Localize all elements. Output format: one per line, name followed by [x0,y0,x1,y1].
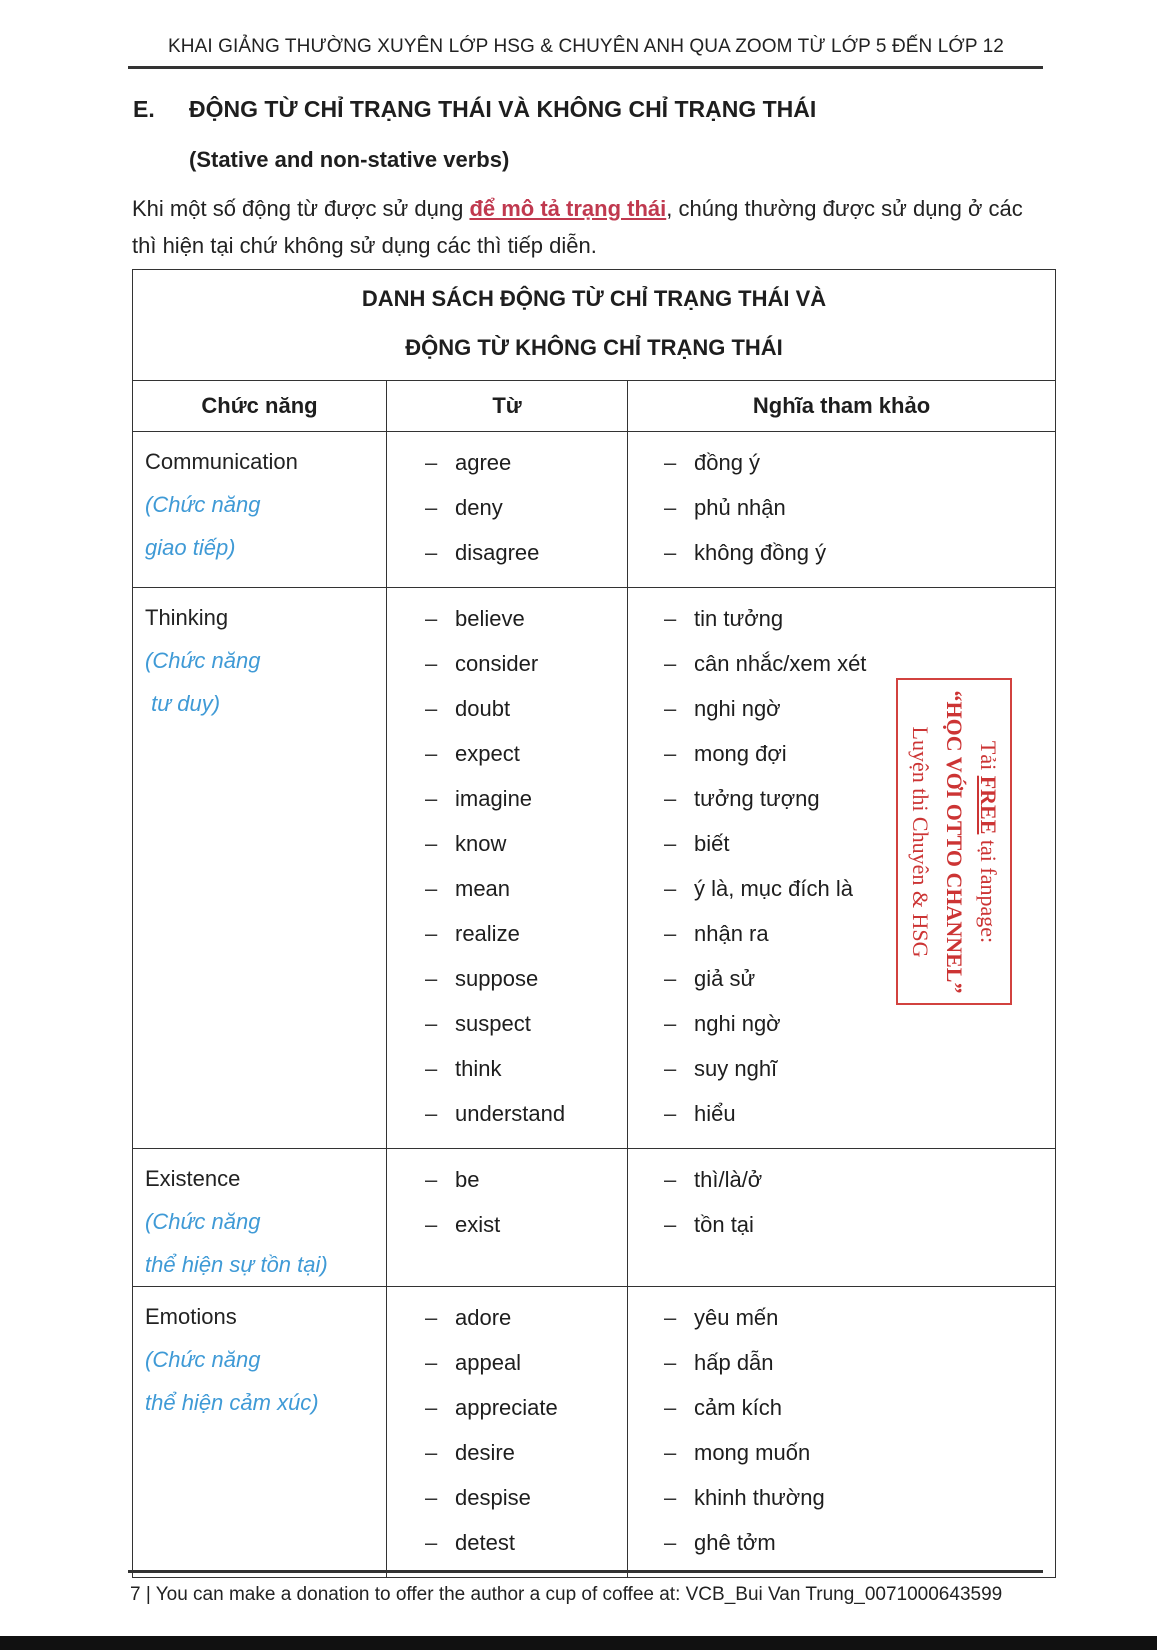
meaning-list-cell [628,432,1056,588]
dash-bullet: – [664,606,677,631]
meaning-list-cell [628,1287,1056,1578]
word-item [425,956,627,1001]
word-text: despise [455,1485,531,1510]
meaning-text: thì/là/ở [694,1167,763,1192]
word-item [425,1046,627,1091]
meaning-text: không đồng ý [694,540,827,565]
dash-bullet: – [664,1212,677,1237]
dash-bullet: – [425,1056,438,1081]
word-text: exist [455,1212,501,1237]
word-item [425,440,627,485]
dash-bullet: – [425,540,438,565]
word-item [425,776,627,821]
dash-bullet: – [664,741,677,766]
word-text: believe [455,606,525,631]
word-item [425,731,627,776]
meaning-text: tưởng tượng [694,786,820,811]
word-text: suppose [455,966,539,991]
stamp-free: FREE [976,775,1001,834]
word-text: adore [455,1305,512,1330]
dash-bullet: – [425,921,438,946]
word-item [425,686,627,731]
function-description: (Chức năng [145,1209,261,1234]
intro-paragraph [132,190,1047,264]
table-row [133,1287,1056,1578]
dash-bullet: – [664,966,677,991]
dash-bullet: – [425,1395,438,1420]
word-text: detest [455,1530,515,1555]
word-item [425,1157,627,1202]
dash-bullet: – [425,1530,438,1555]
dash-bullet: – [425,876,438,901]
dash-bullet: – [425,1212,438,1237]
column-header-function: Chức năng [133,381,387,432]
function-description: thể hiện sự tồn tại) [145,1252,328,1277]
function-description: tư duy) [145,691,221,716]
meaning-item [664,1340,1055,1385]
meaning-text: mong muốn [694,1440,811,1465]
word-item [425,866,627,911]
column-header-meaning: Nghĩa tham khảo [628,381,1056,432]
word-text: doubt [455,696,511,721]
word-item [425,1001,627,1046]
dash-bullet: – [425,651,438,676]
meaning-item [664,1046,1055,1091]
word-text: realize [455,921,520,946]
word-list-cell [387,1149,628,1287]
meaning-text: tồn tại [694,1212,754,1237]
function-name: Existence [145,1166,241,1191]
word-item [425,1430,627,1475]
word-item [425,1475,627,1520]
meaning-item [664,1091,1055,1136]
meaning-text: hấp dẫn [694,1350,774,1375]
page-footer: 7 | You can make a donation to offer the author a cup of coffee at: VCB_Bui Van Trung_0071000643599 [130,1584,1003,1605]
word-item [425,1340,627,1385]
meaning-item [664,1475,1055,1520]
meaning-text: khinh thường [694,1485,825,1510]
function-name: Emotions [145,1304,237,1329]
meaning-item [664,596,1055,641]
word-item [425,530,627,575]
column-header-word: Từ [387,381,628,432]
scan-edge-band [0,1636,1157,1650]
stamp-text-after: tại fanpage: [976,833,1001,943]
page-header: KHAI GIẢNG THƯỜNG XUYÊN LỚP HSG & CHUYÊN ANH QUA ZOOM TỪ LỚP 5 ĐẾN LỚP 12 [168,36,1004,57]
word-text: understand [455,1101,566,1126]
meaning-list-cell [628,1149,1056,1287]
meaning-text: ý là, mục đích là [694,876,853,901]
table-title [133,270,1056,381]
section-number: E. [133,96,155,122]
dash-bullet: – [664,921,677,946]
table-title-line-1: DANH SÁCH ĐỘNG TỪ CHỈ TRẠNG THÁI VÀ [361,286,827,311]
stamp-line-3: Luyện thi Chuyên & HSG [908,726,933,957]
function-description: (Chức năng [145,648,261,673]
meaning-text: nhận ra [694,921,769,946]
dash-bullet: – [425,786,438,811]
word-text: expect [455,741,520,766]
dash-bullet: – [664,651,677,676]
meaning-item [664,1001,1055,1046]
dash-bullet: – [425,495,438,520]
word-text: imagine [455,786,533,811]
meaning-text: cảm kích [694,1395,783,1420]
dash-bullet: – [425,1440,438,1465]
word-item [425,911,627,956]
dash-bullet: – [425,966,438,991]
dash-bullet: – [425,1011,438,1036]
word-text: appeal [455,1350,522,1375]
section-heading [133,96,816,123]
intro-text-before: Khi một số động từ được sử dụng [132,196,470,221]
dash-bullet: – [425,1305,438,1330]
word-text: know [455,831,507,856]
word-text: agree [455,450,512,475]
word-list-cell [387,1287,628,1578]
dash-bullet: – [425,1485,438,1510]
dash-bullet: – [664,1395,677,1420]
function-description: thể hiện cảm xúc) [145,1390,319,1415]
word-list-cell [387,432,628,588]
word-text: disagree [455,540,540,565]
stamp-line-2: “HỌC VỚI OTTO CHANNEL” [942,690,967,993]
word-list-cell [387,588,628,1149]
meaning-text: nghi ngờ [694,696,781,721]
meaning-item [664,530,1055,575]
word-text: think [455,1056,502,1081]
meaning-item [664,1202,1055,1247]
dash-bullet: – [425,741,438,766]
dash-bullet: – [425,450,438,475]
meaning-item [664,1295,1055,1340]
dash-bullet: – [664,1350,677,1375]
word-text: deny [455,495,503,520]
meaning-text: phủ nhận [694,495,786,520]
word-item [425,1295,627,1340]
dash-bullet: – [664,1305,677,1330]
meaning-text: nghi ngờ [694,1011,781,1036]
word-text: be [455,1167,480,1192]
word-text: desire [455,1440,515,1465]
dash-bullet: – [664,1101,677,1126]
dash-bullet: – [664,876,677,901]
word-item [425,596,627,641]
function-description: giao tiếp) [145,535,236,560]
dash-bullet: – [664,1056,677,1081]
section-subtitle: (Stative and non-stative verbs) [189,147,510,172]
function-cell [133,588,387,1149]
function-name: Thinking [145,605,229,630]
function-cell [133,1149,387,1287]
dash-bullet: – [425,606,438,631]
meaning-text: giả sử [694,966,756,991]
meaning-text: yêu mến [694,1305,779,1330]
word-text: suspect [455,1011,531,1036]
intro-text-after: , chúng thường được sử dụng ở các thì hiện tại chứ không sử dụng các thì tiếp diễn. [132,196,1023,258]
meaning-item [664,485,1055,530]
meaning-text: hiểu [694,1101,736,1126]
word-item [425,641,627,686]
dash-bullet: – [664,450,677,475]
dash-bullet: – [664,1485,677,1510]
dash-bullet: – [425,696,438,721]
word-item [425,1091,627,1136]
meaning-text: đồng ý [694,450,761,475]
word-text: mean [455,876,511,901]
dash-bullet: – [664,540,677,565]
dash-bullet: – [664,495,677,520]
table-row [133,1149,1056,1287]
word-item [425,1385,627,1430]
dash-bullet: – [664,1530,677,1555]
function-description: (Chức năng [145,1347,261,1372]
function-cell [133,1287,387,1578]
fanpage-stamp [896,678,1012,1005]
dash-bullet: – [664,1167,677,1192]
meaning-text: ghê tởm [694,1530,776,1555]
function-name: Communication [145,449,298,474]
intro-highlight: để mô tả trạng thái [469,196,667,221]
dash-bullet: – [425,1350,438,1375]
word-item [425,821,627,866]
table-row [133,432,1056,588]
meaning-text: mong đợi [694,741,787,766]
word-text: consider [455,651,539,676]
stamp-line-1 [971,740,1005,942]
header-rule [128,66,1043,69]
stamp-text-before: Tải [976,740,1001,776]
footer-rule [128,1570,1043,1573]
meaning-item [664,440,1055,485]
meaning-item [664,1157,1055,1202]
meaning-text: biết [694,831,730,856]
word-item [425,485,627,530]
meaning-item [664,1520,1055,1565]
dash-bullet: – [664,1011,677,1036]
dash-bullet: – [425,1167,438,1192]
function-description: (Chức năng [145,492,261,517]
section-title: ĐỘNG TỪ CHỈ TRẠNG THÁI VÀ KHÔNG CHỈ TRẠNG THÁI [189,96,817,122]
meaning-text: tin tưởng [694,606,784,631]
meaning-text: suy nghĩ [694,1056,778,1081]
word-item [425,1520,627,1565]
dash-bullet: – [664,696,677,721]
word-text: appreciate [455,1395,558,1420]
dash-bullet: – [425,1101,438,1126]
table-title-line-2: ĐỘNG TỪ KHÔNG CHỈ TRẠNG THÁI [405,335,783,360]
dash-bullet: – [664,831,677,856]
meaning-text: cân nhắc/xem xét [694,651,867,676]
meaning-item [664,1430,1055,1475]
function-cell [133,432,387,588]
dash-bullet: – [664,1440,677,1465]
dash-bullet: – [425,831,438,856]
dash-bullet: – [664,786,677,811]
meaning-item [664,1385,1055,1430]
word-item [425,1202,627,1247]
